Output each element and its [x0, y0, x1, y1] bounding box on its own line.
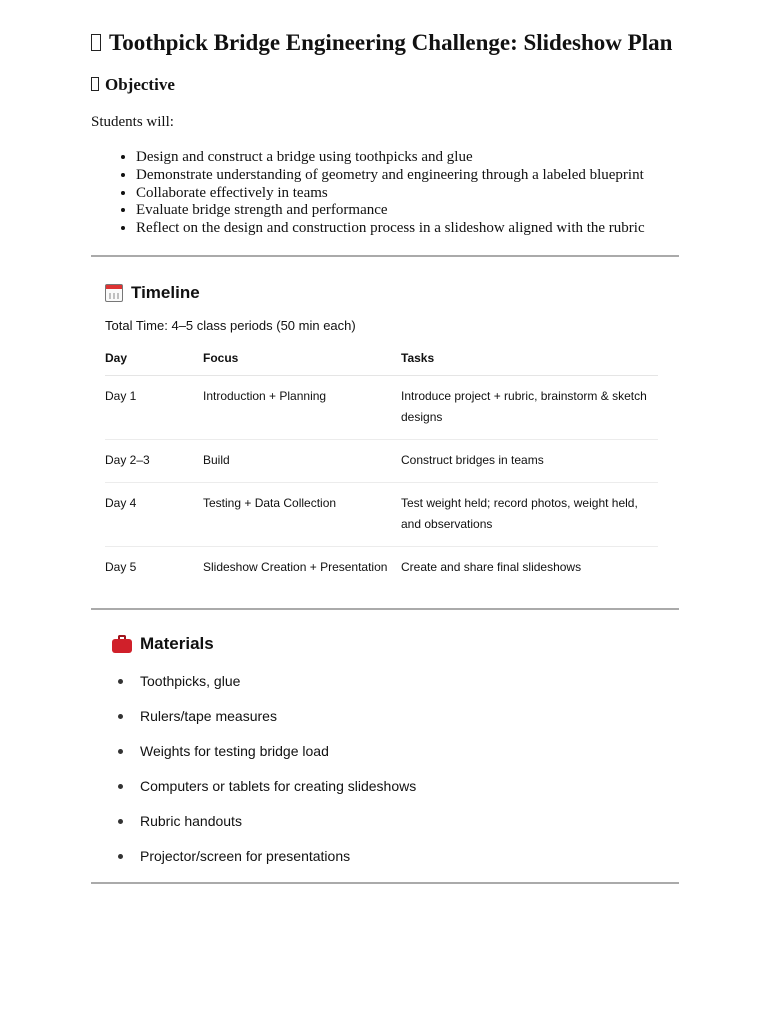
table-row [105, 547, 658, 590]
cell-day: Day 4 [105, 483, 203, 547]
cell-focus: Slideshow Creation + Presentation [203, 560, 388, 574]
table-row [105, 376, 658, 440]
calendar-icon [105, 284, 123, 302]
cell-day: Day 2–3 [105, 440, 203, 483]
list-item: Rulers/tape measures [112, 705, 416, 740]
timeline-heading-text: Timeline [131, 283, 200, 302]
list-item: Projector/screen for presentations [112, 845, 416, 880]
timeline-table [105, 346, 658, 589]
column-header-focus: Focus [203, 346, 401, 376]
list-item: Computers or tablets for creating slideshows [112, 775, 416, 810]
list-item: Toothpicks, glue [112, 670, 416, 705]
list-item: Weights for testing bridge load [112, 740, 416, 775]
list-item: • Design and construct a bridge using toothpicks and glue [136, 149, 645, 167]
materials-heading-text: Materials [140, 634, 214, 653]
cell-tasks: Introduce project + rubric, brainstorm & sketch designs [401, 376, 658, 440]
cell-tasks: Construct bridges in teams [401, 440, 658, 483]
cell-tasks: Create and share final slideshows [401, 560, 582, 574]
column-header-tasks: Tasks [401, 346, 658, 376]
objective-heading [91, 75, 175, 95]
section-divider [91, 608, 679, 610]
objective-heading-text: Objective [105, 75, 175, 94]
section-divider [91, 255, 679, 257]
cell-day: Day 5 [105, 560, 137, 574]
table-header-row [105, 346, 658, 376]
materials-heading [112, 634, 214, 654]
list-item: • Collaborate effectively in teams [136, 185, 645, 203]
list-item: • Evaluate bridge strength and performance [136, 202, 645, 220]
cell-focus: Build [203, 440, 401, 483]
list-item: Rubric handouts [112, 810, 416, 845]
cell-focus: Introduction + Planning [203, 376, 401, 440]
list-item: • Demonstrate understanding of geometry and engineering through a labeled blueprint [136, 167, 645, 185]
list-item: • Reflect on the design and construction process in a slideshow aligned with the rubric [136, 220, 645, 238]
cell-day: Day 1 [105, 376, 203, 440]
materials-list [112, 670, 416, 880]
cell-tasks: Test weight held; record photos, weight held, and observations [401, 483, 658, 547]
cell-focus: Testing + Data Collection [203, 483, 401, 547]
table-row [105, 440, 658, 483]
missing-glyph-icon [91, 34, 101, 51]
objective-intro: Students will: [91, 114, 174, 130]
page-title-text: Toothpick Bridge Engineering Challenge: Slideshow Plan [109, 30, 673, 55]
timeline-heading [105, 283, 200, 303]
section-divider [91, 882, 679, 884]
table-row [105, 483, 658, 547]
timeline-total-time: Total Time: 4–5 class periods (50 min each) [105, 318, 356, 333]
toolbox-icon [112, 639, 132, 653]
missing-glyph-icon [91, 77, 99, 91]
page-title [91, 30, 672, 56]
objective-list [91, 149, 645, 238]
column-header-day: Day [105, 346, 203, 376]
